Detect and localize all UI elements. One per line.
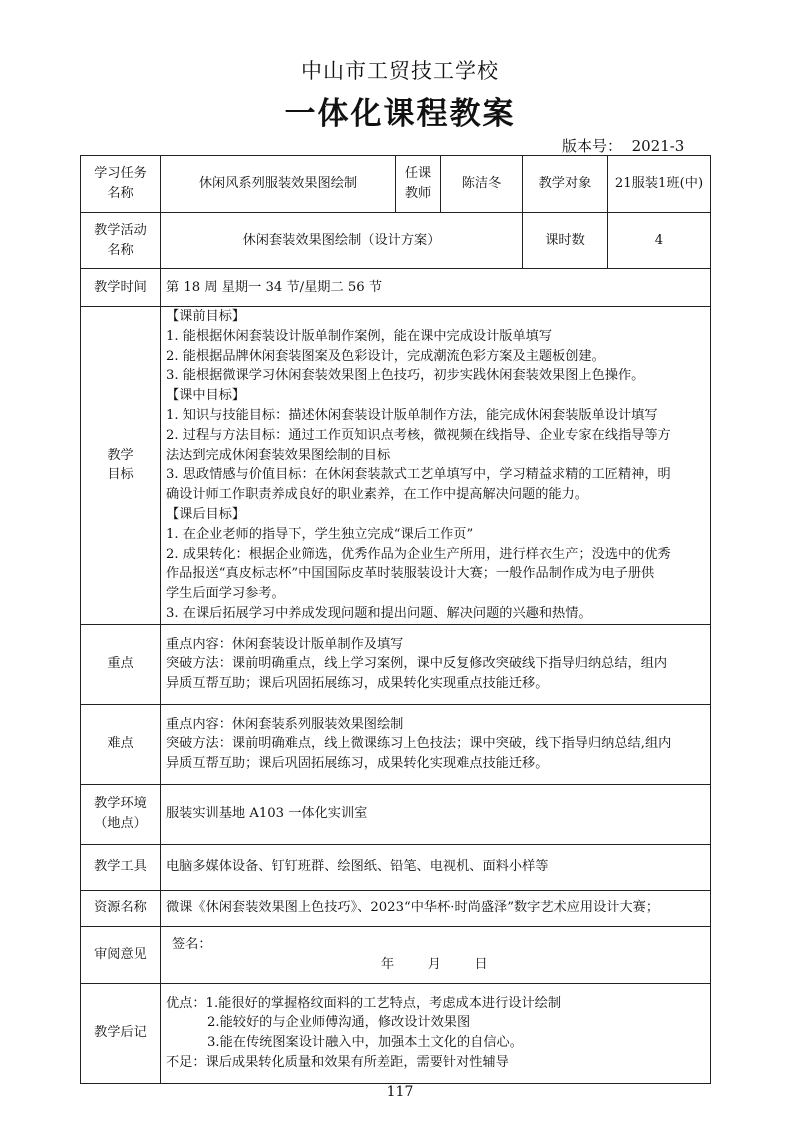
- key-points-label: 重点: [81, 624, 161, 704]
- objectives-content: [161, 307, 711, 625]
- signature-label: 签名：: [172, 936, 212, 952]
- teacher-label: 任课 教师: [396, 156, 441, 213]
- row-task: [81, 156, 711, 213]
- review-date: 年 月 日: [381, 956, 488, 972]
- objectives-label: 教学 目标: [81, 307, 161, 625]
- school-name: 中山市工贸技工学校: [301, 59, 499, 83]
- objectives-line: 2. 能根据品牌休闲套装图案及色彩设计，完成潮流色彩方案及主题板创建。: [166, 348, 605, 364]
- lesson-plan-table: [80, 155, 711, 1084]
- difficulties-content: [161, 704, 711, 784]
- objectives-line: 1. 知识与技能目标：描述休闲套装设计版单制作方法，能完成休闲套装版单设计填写: [166, 407, 658, 423]
- reflection-line: 优点：1.能很好的掌握格纹面料的工艺特点，考虑成本进行设计绘制: [166, 995, 562, 1011]
- objectives-line: 法达到完成休闲套装效果图绘制的目标: [166, 447, 391, 463]
- time-value: 第 18 周 星期一 34 节/星期二 56 节: [161, 269, 711, 307]
- objectives-line: 1. 能根据休闲套装设计版单制作案例，能在课中完成设计版单填写: [166, 328, 553, 344]
- teacher-value: 陈洁冬: [441, 156, 523, 213]
- key-points-line: 重点内容：休闲套装设计版单制作及填写: [166, 636, 404, 652]
- objectives-line: 2. 过程与方法目标：通过工作页知识点考核，微视频在线指导、企业专家在线指导等方: [166, 427, 671, 443]
- hours-label: 课时数: [523, 213, 608, 269]
- version-label: 版本号：: [562, 137, 623, 155]
- review-content: [161, 926, 711, 983]
- task-name-label: 学习任务 名称: [81, 156, 161, 213]
- difficulties-line: 重点内容：休闲套装系列服装效果图绘制: [166, 716, 404, 732]
- objectives-line: 【课前目标】: [166, 309, 246, 324]
- reflection-line: 2.能较好的与企业师傅沟通，修改设计效果图: [207, 1015, 471, 1031]
- page-number: 117: [386, 1084, 414, 1100]
- review-label: 审阅意见: [81, 926, 161, 983]
- difficulties-line: 异质互帮互助；课后巩固拓展练习，成果转化实现难点技能迁移。: [166, 756, 549, 772]
- row-environment: [81, 784, 711, 844]
- environment-label: 教学环境 （地点）: [81, 784, 161, 844]
- audience-value: 21服装1班(中): [608, 156, 711, 213]
- activity-name-value: 休闲套装效果图绘制（设计方案）: [161, 213, 523, 269]
- document-title: 一体化课程教案: [284, 96, 516, 132]
- environment-value: 服装实训基地 A103 一体化实训室: [161, 784, 711, 844]
- row-reflection: [81, 983, 711, 1083]
- objectives-line: 【课中目标】: [166, 388, 246, 404]
- objectives-line: 确设计师工作职责养成良好的职业素养，在工作中提高解决问题的能力。: [166, 487, 588, 503]
- row-key-points: [81, 624, 711, 704]
- row-resources: [81, 890, 711, 926]
- objectives-line: 3. 能根据微课学习休闲套装效果图上色技巧，初步实践休闲套装效果图上色操作。: [166, 368, 645, 384]
- audience-label: 教学对象: [523, 156, 608, 213]
- row-activity: [81, 213, 711, 269]
- objectives-line: 作品报送“真皮标志杯”中国国际皮革时装服装设计大赛；一般作品制作成为电子册供: [166, 566, 655, 582]
- difficulties-line: 突破方法：课前明确难点，线上微课练习上色技法；课中突破，线下指导归纳总结,组内: [166, 736, 672, 752]
- difficulties-label: 难点: [81, 704, 161, 784]
- task-name-value: 休闲风系列服装效果图绘制: [161, 156, 396, 213]
- objectives-line: 学生后面学习参考。: [166, 586, 285, 602]
- row-difficulties: [81, 704, 711, 784]
- reflection-line: 不足：课后成果转化质量和效果有所差距，需要针对性辅导: [166, 1055, 509, 1071]
- activity-name-label: 教学活动 名称: [81, 213, 161, 269]
- row-review: [81, 926, 711, 983]
- resources-label: 资源名称: [81, 890, 161, 926]
- objectives-line: 3. 思政情感与价值目标：在休闲套装款式工艺单填写中，学习精益求精的工匠精神，明: [166, 467, 671, 483]
- reflection-content: [161, 983, 711, 1083]
- objectives-line: 【课后目标】: [166, 506, 246, 522]
- row-time: [81, 269, 711, 307]
- hours-value: 4: [608, 213, 711, 269]
- version-number: [562, 135, 684, 156]
- objectives-line: 2. 成果转化：根据企业筛选，优秀作品为企业生产所用，进行样衣生产；没选中的优秀: [166, 546, 671, 562]
- key-points-line: 异质互帮互助；课后巩固拓展练习，成果转化实现重点技能迁移。: [166, 676, 549, 692]
- tools-value: 电脑多媒体设备、钉钉班群、绘图纸、铅笔、电视机、面料小样等: [161, 844, 711, 890]
- version-value: 2021-3: [631, 137, 685, 155]
- time-label: 教学时间: [81, 269, 161, 307]
- row-objectives: [81, 307, 711, 625]
- row-tools: [81, 844, 711, 890]
- reflection-line: 3.能在传统图案设计融入中，加强本土文化的自信心。: [207, 1035, 523, 1051]
- objectives-line: 1. 在企业老师的指导下，学生独立完成“课后工作页”: [166, 526, 474, 542]
- reflection-label: 教学后记: [81, 983, 161, 1083]
- resources-value: 微课《休闲套装效果图上色技巧》、2023“中华杯·时尚盛泽”数字艺术应用设计大赛；: [161, 890, 711, 926]
- key-points-content: [161, 624, 711, 704]
- tools-label: 教学工具: [81, 844, 161, 890]
- key-points-line: 突破方法：课前明确重点，线上学习案例，课中反复修改突破线下指导归纳总结，组内: [166, 656, 668, 672]
- objectives-line: 3. 在课后拓展学习中养成发现问题和提出问题、解决问题的兴趣和热情。: [166, 605, 592, 621]
